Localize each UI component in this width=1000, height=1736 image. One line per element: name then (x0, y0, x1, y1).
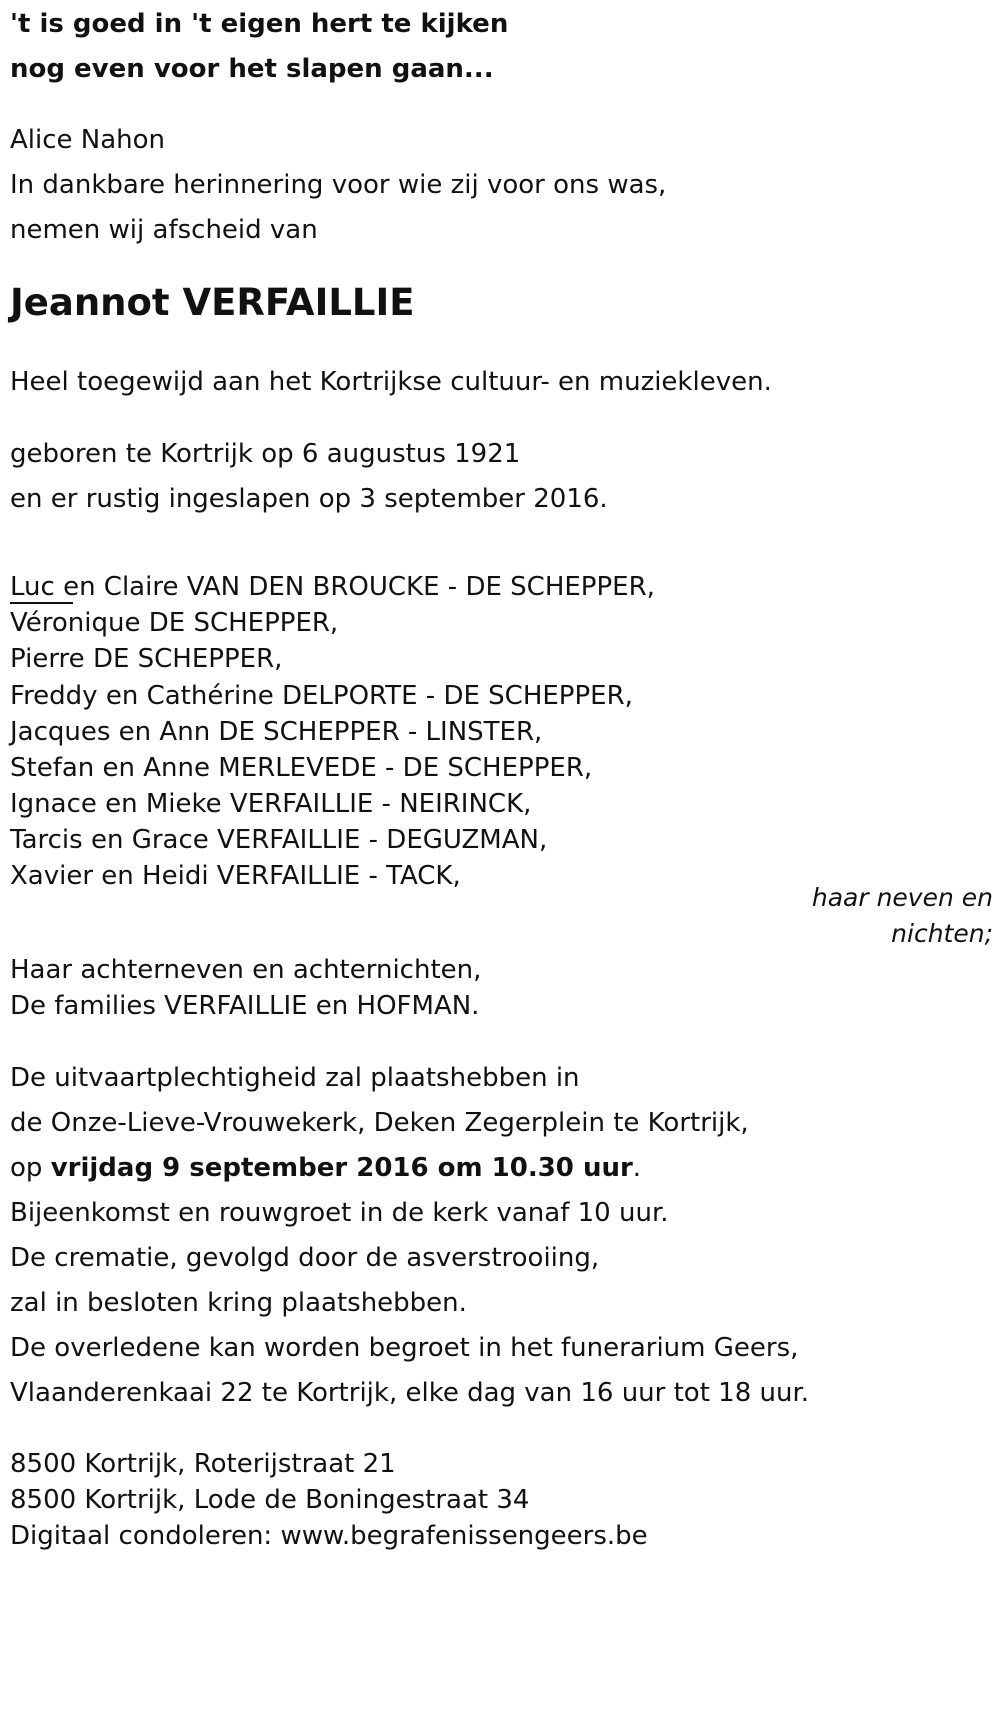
deceased-name: Jeannot VERFAILLIE (10, 281, 415, 324)
extended-family-line-1: Haar achterneven en achternichten, (10, 955, 482, 985)
family-member: Jacques en Ann DE SCHEPPER - LINSTER, (10, 717, 543, 747)
poem-line-2: nog even voor het slapen gaan... (10, 54, 494, 84)
ceremony-line-7: De overledene kan worden begroet in het funerarium Geers, (10, 1333, 799, 1363)
intro-line-2: nemen wij afscheid van (10, 215, 318, 245)
family-member: Véronique DE SCHEPPER, (10, 608, 339, 638)
ceremony-line-1: De uitvaartplechtigheid zal plaatshebben in (10, 1063, 580, 1093)
ceremony-date-suffix: . (632, 1153, 642, 1183)
ceremony-line-3 (10, 1151, 641, 1185)
family-member: Freddy en Cathérine DELPORTE - DE SCHEPPER, (10, 681, 633, 711)
birth-line: geboren te Kortrijk op 6 augustus 1921 (10, 439, 521, 469)
family-member: Pierre DE SCHEPPER, (10, 644, 283, 674)
family-member: Stefan en Anne MERLEVEDE - DE SCHEPPER, (10, 753, 593, 783)
ceremony-line-8: Vlaanderenkaai 22 te Kortrijk, elke dag van 16 uur tot 18 uur. (10, 1378, 810, 1408)
relation-line-1: haar neven en (811, 883, 993, 912)
ceremony-date: vrijdag 9 september 2016 om 10.30 uur (50, 1153, 633, 1183)
ceremony-line-5: De crematie, gevolgd door de asverstrooiing, (10, 1243, 600, 1273)
poem-author: Alice Nahon (10, 125, 166, 155)
death-line: en er rustig ingeslapen op 3 september 2016. (10, 484, 608, 514)
ceremony-line-4: Bijeenkomst en rouwgroet in de kerk vanaf 10 uur. (10, 1198, 669, 1228)
family-member: Ignace en Mieke VERFAILLIE - NEIRINCK, (10, 789, 532, 819)
ceremony-line-2: de Onze-Lieve-Vrouwekerk, Deken Zegerplein te Kortrijk, (10, 1108, 749, 1138)
family-member: Tarcis en Grace VERFAILLIE - DEGUZMAN, (10, 825, 548, 855)
family-member: Luc en Claire VAN DEN BROUCKE - DE SCHEPPER, (10, 572, 655, 602)
address-line-2: 8500 Kortrijk, Lode de Boningestraat 34 (10, 1485, 530, 1515)
poem-line-1: 't is goed in 't eigen hert te kijken (10, 9, 509, 39)
condolence-line: Digitaal condoleren: www.begrafenissengeers.be (10, 1521, 648, 1551)
address-line-1: 8500 Kortrijk, Roterijstraat 21 (10, 1449, 396, 1479)
family-member: Xavier en Heidi VERFAILLIE - TACK, (10, 861, 461, 891)
relation-line-2: nichten; (891, 919, 993, 948)
ceremony-date-prefix: op (10, 1153, 51, 1183)
tribute-line: Heel toegewijd aan het Kortrijkse cultuur- en muziekleven. (10, 367, 772, 397)
intro-line-1: In dankbare herinnering voor wie zij voor ons was, (10, 170, 667, 200)
extended-family-line-2: De families VERFAILLIE en HOFMAN. (10, 991, 480, 1021)
ceremony-line-6: zal in besloten kring plaatshebben. (10, 1288, 467, 1318)
